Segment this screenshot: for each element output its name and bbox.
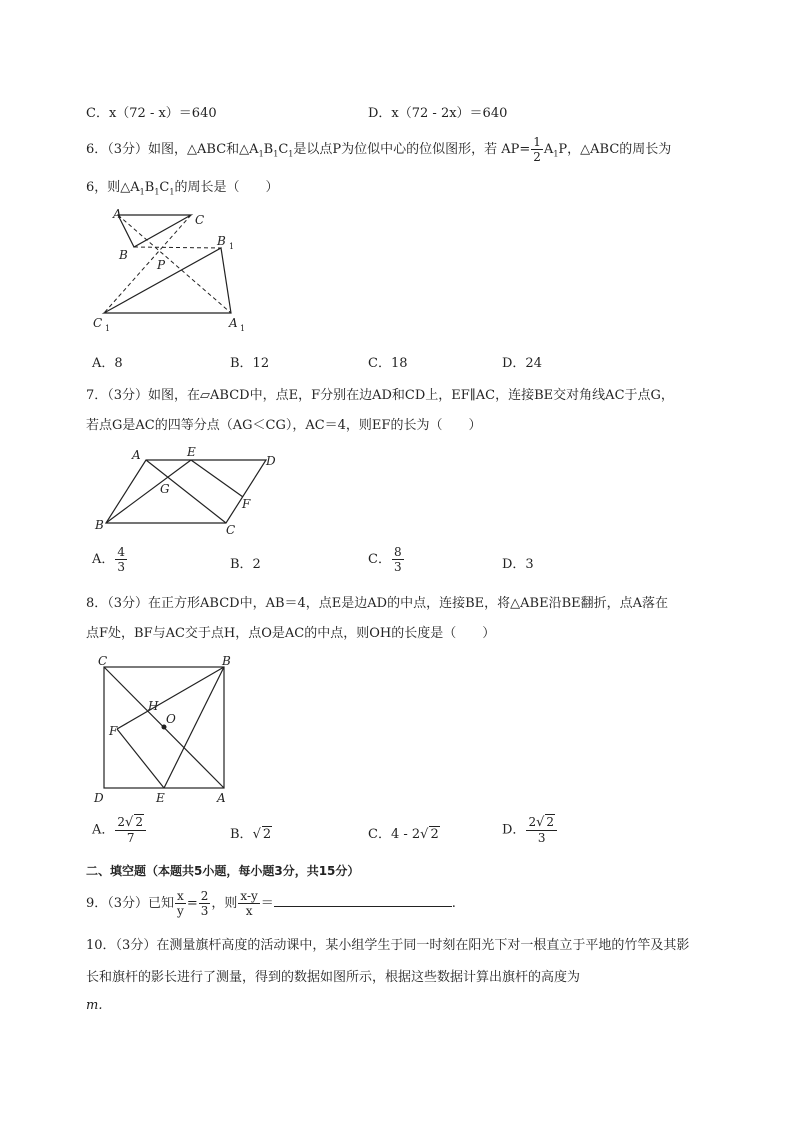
label-a1: A (229, 316, 238, 330)
svg-text:1: 1 (240, 324, 246, 333)
q10-question-line3: m. (86, 998, 103, 1013)
label-d: D (94, 791, 104, 805)
label-c: C (226, 523, 236, 537)
label-b: B (95, 518, 104, 532)
q7-question-line1: 7．（3分）如图，在▱ABCD中，点E，F分别在边AD和CD上，EF∥AC，连接BE交对角线AC于点G， (86, 388, 674, 403)
q6-question-line2: 6，则$\triangle A_1B_1C_1$的周长是（ ） (86, 180, 279, 197)
label-c: C (195, 213, 205, 227)
q8-option-c: C．4 - 2√ 2 (368, 827, 439, 842)
label-c: C (98, 654, 108, 668)
q9-question: 9．（3分）已知 $\frac{x}{y}$ = $\frac{2}{3}$ ，则 $\frac{x-y}{x}$ ＝ . (86, 889, 456, 918)
q7-option-d: D．3 (502, 557, 534, 572)
q8-option-b: B．√ 2 (230, 827, 272, 842)
label-e: E (156, 791, 165, 805)
q6-option-c: C．18 (368, 356, 408, 371)
q7-option-a: A． $\frac{4}{3}$ (92, 545, 126, 574)
label-b: B (222, 654, 231, 668)
q10-question-line1: 10．（3分）在测量旗杆高度的活动课中，某小组学生于同一时刻在阳光下对一根直立于平地的竹竿及其影 (86, 938, 690, 953)
q7-option-b: B．2 (230, 557, 261, 572)
label-h: H (148, 699, 159, 713)
label-c1: C (93, 316, 103, 330)
q6-option-b: B．12 (230, 356, 270, 371)
q8-option-d: D． $\frac{2√ 2}{3}$ (502, 816, 558, 844)
q9-answer-blank[interactable] (274, 894, 452, 907)
label-e: E (187, 445, 196, 459)
q10-question-line2: 长和旗杆的影长进行了测量，得到的数据如图所示，根据这些数据计算出旗杆的高度为 (86, 970, 581, 985)
svg-text:1: 1 (229, 242, 235, 251)
q7-figure (90, 445, 290, 537)
label-d: D (266, 454, 276, 468)
q5-option-c: C．x（72 - x）＝640 (86, 106, 217, 121)
q7-option-c: C． $\frac{8}{3}$ (368, 545, 402, 574)
q6-question-line1: 6．（3分）如图，△ABC和$\triangle A_1B_1C_1$是以点P为位似中心的位似图形，若 AP= $\frac{1}{2}$ $A_1P$，△ABC的周长为 (86, 135, 672, 164)
q8-option-a: A． $\frac{2√ 2}{7}$ (92, 816, 147, 844)
q6-option-d: D．24 (502, 356, 542, 371)
label-b: B (119, 248, 128, 262)
label-f: F (109, 724, 118, 738)
section-title-fill-in: 二、填空题（本题共5小题，每小题3分，共15分） (86, 864, 360, 878)
label-a: A (132, 448, 141, 462)
q8-question-line2: 点F处，BF与AC交于点H，点O是AC的中点，则OH的长度是（ ） (86, 626, 496, 641)
q5-option-d: D．x（72 - 2x）＝640 (368, 106, 508, 121)
q8-figure (90, 653, 240, 808)
q6-figure (88, 204, 258, 338)
q6-option-a: A．8 (92, 356, 123, 371)
label-p: P (157, 258, 166, 272)
q8-question-line1: 8．（3分）在正方形ABCD中，AB＝4，点E是边AD的中点，连接BE，将△ABE沿BE翻折，点A落在 (86, 596, 669, 611)
q6-fraction: $\frac{1}{2}$ (533, 135, 541, 164)
svg-text:1: 1 (105, 324, 111, 333)
label-b1: B (217, 234, 226, 248)
label-f: F (242, 497, 251, 511)
label-o: O (166, 712, 176, 726)
label-a: A (217, 791, 226, 805)
q7-question-line2: 若点G是AC的四等分点（AG＜CG），AC＝4，则EF的长为（ ） (86, 418, 482, 433)
label-g: G (160, 482, 170, 496)
label-a: A (113, 207, 122, 221)
